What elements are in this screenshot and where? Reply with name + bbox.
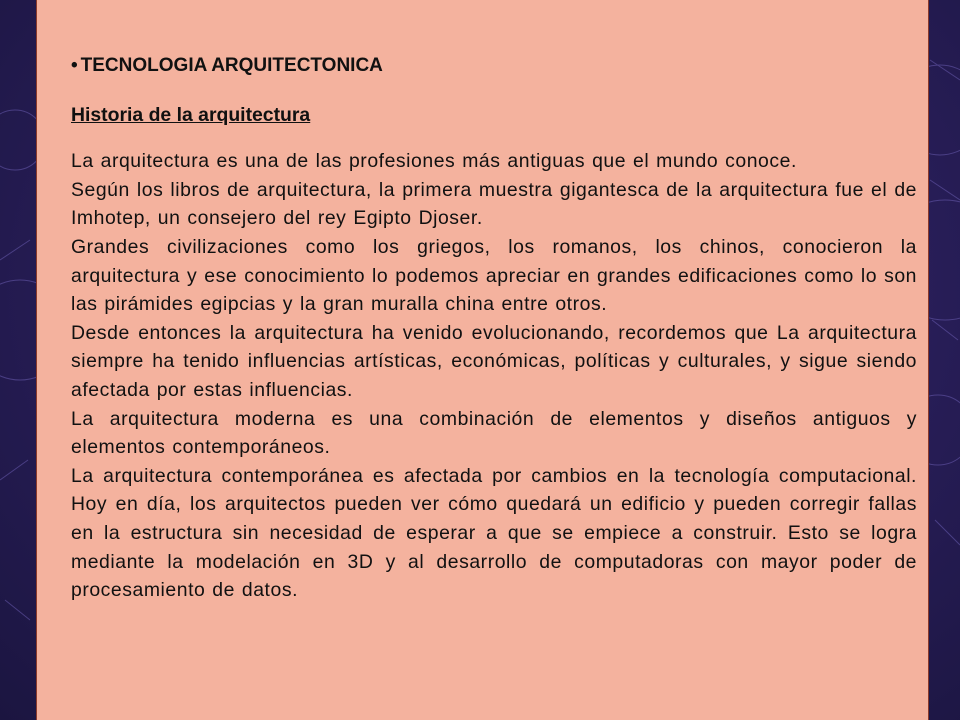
subheading-wrap — [71, 101, 917, 130]
content-card — [36, 0, 929, 720]
paragraph: La arquitectura moderna es una combinación de elementos y diseños antiguos y elementos contemporáneos. — [71, 407, 917, 459]
paragraph: La arquitectura contemporánea es afectada por cambios en la tecnología computacional. Hoy en día, los arquitectos pueden ver cómo quedará un edificio y pueden corregir fallas en la estructura sin necesidad de esperar a que se empiece a construir. Esto se logra mediante la modelación en 3D y al desarrollo de computadoras con mayor poder de procesamiento de datos. — [71, 464, 917, 602]
paragraph: Desde entonces la arquitectura ha venido evolucionando, recordemos que La arquitectura siempre ha tenido influencias artísticas, económicas, políticas y culturales, y sigue siendo afectada por estas influencias. — [71, 321, 917, 401]
spacer — [71, 129, 917, 147]
paragraph: Grandes civilizaciones como los griegos, los romanos, los chinos, conocieron la arquitectura y ese conocimiento lo podemos apreciar en grandes edificaciones como lo son las pirámides egipcias y la gran muralla china entre otros. — [71, 235, 917, 316]
heading-text: TECNOLOGIA ARQUITECTONICA — [80, 55, 383, 76]
heading — [71, 52, 917, 81]
bullet-icon: • — [71, 55, 78, 76]
subheading: Historia de la arquitectura — [71, 103, 311, 126]
paragraph: La arquitectura es una de las profesiones más antiguas que el mundo conoce. — [71, 150, 797, 173]
paragraph: Según los libros de arquitectura, la primera muestra gigantesca de la arquitectura fue el de Imhotep, un consejero del rey Egipto Djoser. — [71, 178, 917, 230]
document-body — [71, 52, 917, 605]
